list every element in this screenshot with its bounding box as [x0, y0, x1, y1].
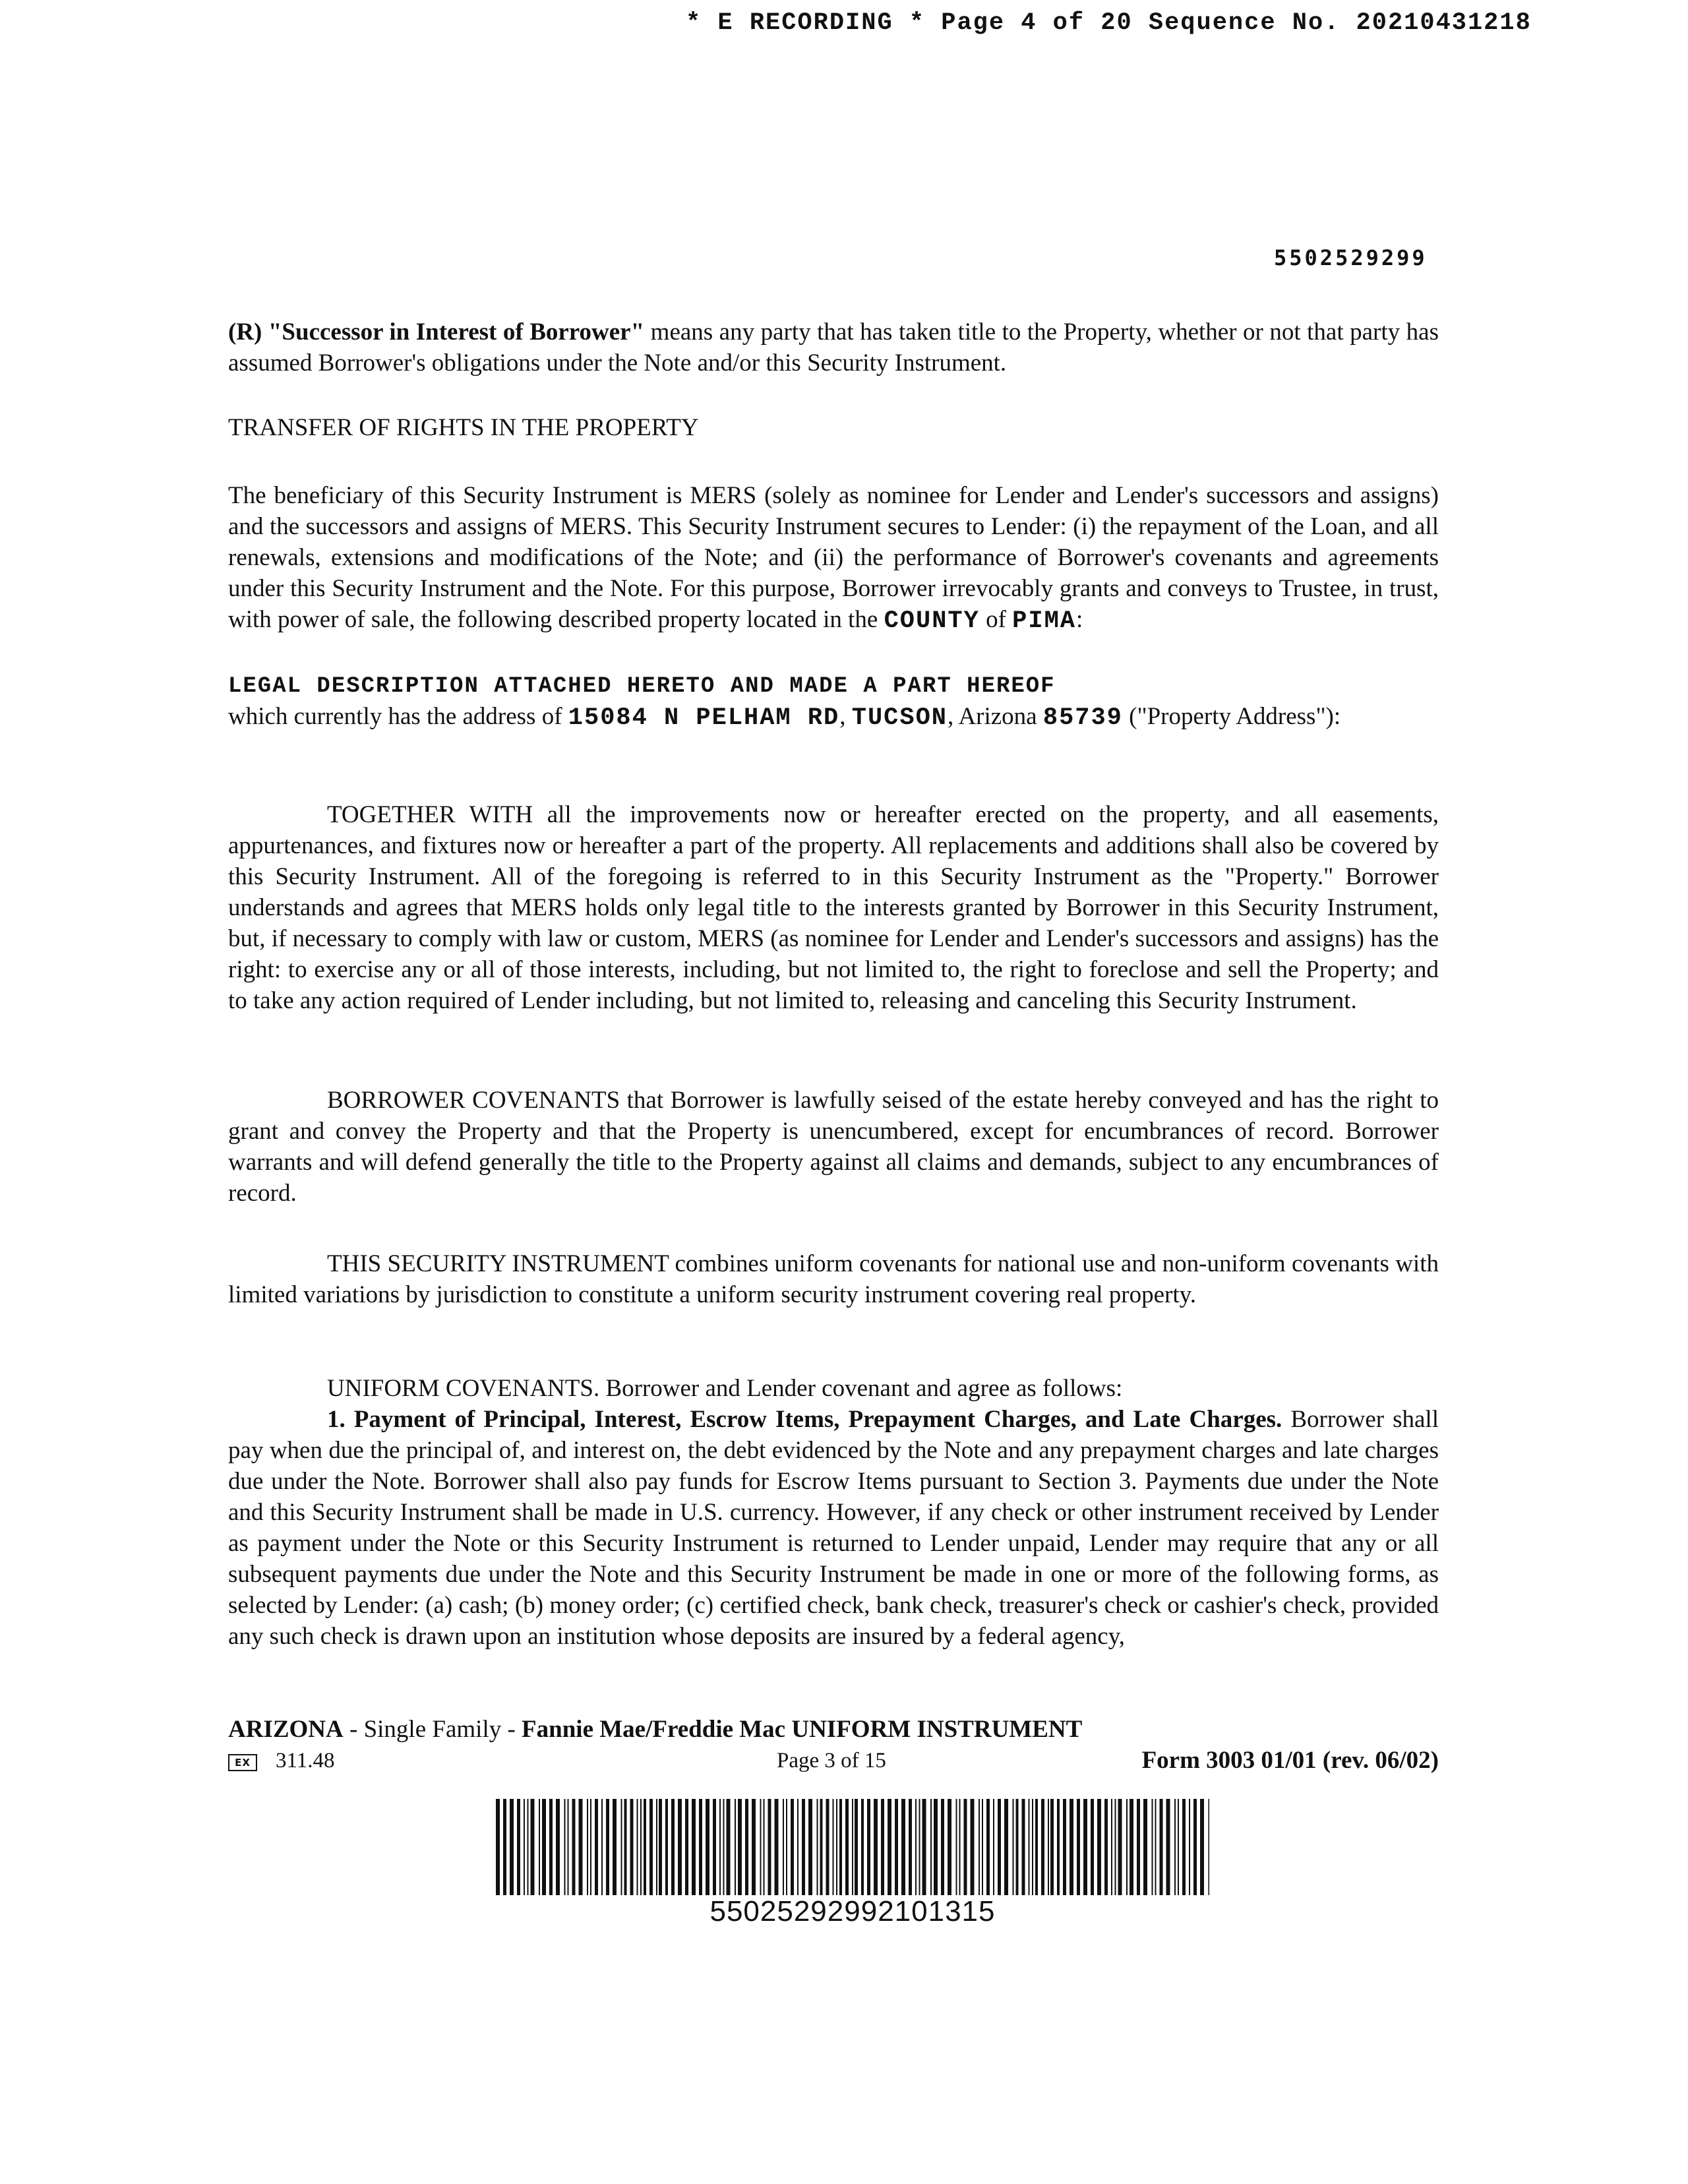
borrower-covenants-paragraph: BORROWER COVENANTS that Borrower is lawfully seised of the estate hereby conveyed and has the right to grant and convey the Property and that the Property is unencumbered, except for encumbrances of record. Borrower warrants and will defend generally the title to the Property against all claims and demands, subject to any encumbrances of record. — [228, 1087, 1439, 1207]
barcode-bar — [959, 1799, 961, 1895]
barcode-bar — [909, 1799, 912, 1895]
barcode-bar — [982, 1799, 983, 1895]
barcode-bar — [1200, 1799, 1204, 1895]
barcode-bar — [1118, 1799, 1122, 1895]
barcode-bar — [503, 1799, 506, 1895]
barcode-bar — [964, 1799, 967, 1895]
barcode-bar — [1152, 1799, 1153, 1895]
this-security-paragraph: THIS SECURITY INSTRUMENT combines uniform covenants for national use and non-uniform covenants with limited variations by jurisdiction to constitute a uniform security instrument covering real property. — [228, 1250, 1439, 1308]
barcode-bar — [572, 1799, 576, 1895]
barcode-bar — [745, 1799, 748, 1895]
barcode-bar — [802, 1799, 805, 1895]
barcode-bar — [595, 1799, 598, 1895]
section-1-text: Borrower shall pay when due the principal of, and interest on, the debt evidenced by the Note and any prepayment charges and late charges due under the Note. Borrower shall also pay funds for Escrow Items pursuant to Section 3. Payments due under the Note and this Security Instrument shall be made in U.S. currency. However, if any check or other instrument received by Lender as payment under the Note or this Security Instrument is returned to Lender unpaid, Lender may require that any or all subsequent payments due under the Note and this Security Instrument be made in one or more of the following forms, as selected by Lender: (a) cash; (b) money order; (c) certified check, bank check, treasurer's check or cashier's check, provided any such check is drawn upon an institution whose deposits are insured by a federal agency, — [228, 1406, 1439, 1650]
barcode-bar — [699, 1799, 702, 1895]
barcode-number: 55025292992101315 — [709, 1895, 996, 1927]
address-prefix: which currently has the address of — [228, 703, 568, 730]
barcode-bar — [895, 1799, 898, 1895]
legal-description: LEGAL DESCRIPTION ATTACHED HERETO AND MADE A PART HEREOF — [228, 674, 1056, 699]
footer-separator: - Single Family - — [343, 1716, 522, 1743]
footer-row — [228, 1749, 1439, 1782]
barcode-bar — [678, 1799, 682, 1895]
jurisdiction-type: COUNTY — [884, 607, 980, 635]
barcode-bar — [752, 1799, 756, 1895]
barcode-bar — [542, 1799, 546, 1895]
barcode-bar — [993, 1799, 994, 1895]
barcode-bar — [1189, 1799, 1190, 1895]
barcode-bar — [852, 1799, 853, 1895]
barcode-bar — [1048, 1799, 1049, 1895]
barcode-bar — [874, 1799, 878, 1895]
barcode-bar — [671, 1799, 675, 1895]
barcode-bar — [1032, 1799, 1033, 1895]
barcode-bar — [941, 1799, 944, 1895]
of-word: of — [979, 606, 1013, 633]
barcode-bar — [1083, 1799, 1087, 1895]
barcode-bar — [888, 1799, 891, 1895]
barcode-bar — [1115, 1799, 1116, 1895]
barcode-bar — [568, 1799, 569, 1895]
barcode-bar — [1029, 1799, 1030, 1895]
barcode-bar — [1041, 1799, 1044, 1895]
barcode-bar — [659, 1799, 662, 1895]
barcode-image — [496, 1799, 1209, 1895]
barcode-bar — [624, 1799, 627, 1895]
barcode-bar — [1035, 1799, 1038, 1895]
barcode-bar — [665, 1799, 668, 1895]
barcode-bar — [723, 1799, 725, 1895]
barcode-bar — [579, 1799, 583, 1895]
barcode-bar — [713, 1799, 716, 1895]
barcode-bar — [764, 1799, 765, 1895]
barcode-bar — [1160, 1799, 1163, 1895]
barcode-bar — [644, 1799, 646, 1895]
barcode-bar — [637, 1799, 638, 1895]
address-zip: 85739 — [1042, 704, 1123, 732]
section-r-text: means any party that has taken title to the Property, whether or not that party has assumed Borrower's obligations under the Note and/or this Security Instrument. — [228, 318, 1439, 377]
footer-state: ARIZONA — [228, 1716, 344, 1743]
barcode-bar — [922, 1799, 926, 1895]
beneficiary-paragraph — [228, 480, 1439, 637]
section-r-paragraph — [228, 317, 1439, 379]
barcode-bar — [531, 1799, 535, 1895]
barcode-bar — [948, 1799, 951, 1895]
barcode-bar — [1013, 1799, 1014, 1895]
recording-header: * E RECORDING * Page 4 of 20 Sequence No. 20210431218 — [686, 9, 1532, 37]
barcode-bar — [606, 1799, 609, 1895]
barcode-bar — [539, 1799, 540, 1895]
jurisdiction-name: PIMA — [1012, 607, 1076, 635]
barcode-bar — [1126, 1799, 1128, 1895]
barcode-bar — [524, 1799, 525, 1895]
barcode-bar — [1209, 1799, 1210, 1895]
address-city: TUCSON — [851, 704, 948, 732]
barcode-bar — [1091, 1799, 1094, 1895]
barcode-bar — [685, 1799, 688, 1895]
barcode-bar — [1004, 1799, 1008, 1895]
address-suffix: ("Property Address"): — [1122, 703, 1341, 730]
barcode-bar — [517, 1799, 520, 1895]
barcode-bar — [1155, 1799, 1157, 1895]
barcode-bar — [833, 1799, 834, 1895]
barcode-bar — [1193, 1799, 1197, 1895]
barcode-bar — [820, 1799, 823, 1895]
barcode-bar — [1063, 1799, 1066, 1895]
colon: : — [1075, 606, 1083, 633]
barcode-bar — [861, 1799, 864, 1895]
barcode-bar — [956, 1799, 957, 1895]
barcode-bar — [556, 1799, 560, 1895]
barcode-bar — [1016, 1799, 1019, 1895]
barcode-bar — [930, 1799, 932, 1895]
barcode-bar — [867, 1799, 870, 1895]
barcode-bar — [775, 1799, 779, 1895]
property-address-paragraph — [228, 701, 1439, 734]
barcode-bar — [839, 1799, 842, 1895]
section-r-label: (R) "Successor in Interest of Borrower" — [228, 318, 645, 346]
page-count: Page 3 of 15 — [777, 1749, 886, 1773]
ex-logo-icon: EX — [228, 1754, 257, 1771]
barcode-bar — [1070, 1799, 1073, 1895]
form-number: Form 3003 01/01 (rev. 06/02) — [1141, 1747, 1439, 1774]
barcode-bar — [621, 1799, 622, 1895]
barcode-bar — [786, 1799, 787, 1895]
barcode-bar — [738, 1799, 742, 1895]
barcode-bar — [826, 1799, 829, 1895]
barcode-bar — [601, 1799, 603, 1895]
barcode-bar — [986, 1799, 990, 1895]
loan-number: 5502529299 — [1274, 245, 1428, 270]
barcode-bar — [1097, 1799, 1101, 1895]
barcode-bar — [735, 1799, 736, 1895]
beneficiary-text: The beneficiary of this Security Instrument is MERS (solely as nominee for Lender and Lender's successors and assigns) and the successors and assigns of MERS. This Security Instrument secures to Lender: (i) the repayment of the Loan, and all renewals, extensions and modifications of the Note; and (ii) the performance of Borrower's covenants and agreements under this Security Instrument and the Note. For this purpose, Borrower irrevocably grants and conveys to Trustee, in trust, with power of sale, the following described property located in the — [228, 482, 1439, 633]
barcode-bar — [783, 1799, 784, 1895]
barcode-bar — [528, 1799, 529, 1895]
transfer-heading: TRANSFER OF RIGHTS IN THE PROPERTY — [228, 414, 699, 441]
barcode-bar — [1143, 1799, 1147, 1895]
barcode-bar — [768, 1799, 771, 1895]
barcode-bar — [1137, 1799, 1140, 1895]
barcode-bar — [919, 1799, 920, 1895]
barcode-bar — [901, 1799, 905, 1895]
uniform-covenants-line: UNIFORM COVENANTS. Borrower and Lender covenant and agree as follows: — [327, 1375, 1123, 1402]
barcode-bar — [1182, 1799, 1186, 1895]
barcode-bar — [587, 1799, 588, 1895]
barcode-bar — [998, 1799, 1001, 1895]
barcode-bar — [727, 1799, 731, 1895]
barcode-bar — [1166, 1799, 1170, 1895]
barcode-bar — [934, 1799, 938, 1895]
barcode-bar — [640, 1799, 642, 1895]
barcode-bar — [692, 1799, 696, 1895]
address-state: , Arizona — [947, 703, 1043, 730]
section-1-paragraph — [228, 1404, 1439, 1652]
barcode-bar — [845, 1799, 849, 1895]
barcode-bar — [510, 1799, 514, 1895]
section-1-heading: 1. Payment of Principal, Interest, Escrow Items, Prepayment Charges, and Late Charges. — [327, 1406, 1282, 1433]
barcode-bar — [979, 1799, 980, 1895]
barcode-bar — [760, 1799, 762, 1895]
barcode-bar — [706, 1799, 709, 1895]
barcode-bar — [630, 1799, 634, 1895]
barcode-bar — [1174, 1799, 1176, 1895]
barcode-bar — [791, 1799, 794, 1895]
barcode-bar — [1050, 1799, 1054, 1895]
footer-title — [228, 1715, 1082, 1744]
barcode-bar — [971, 1799, 975, 1895]
barcode-bar — [564, 1799, 566, 1895]
barcode-bar — [649, 1799, 653, 1895]
footer-instrument: Fannie Mae/Freddie Mac UNIFORM INSTRUMENT — [522, 1716, 1083, 1743]
barcode-bar — [1111, 1799, 1112, 1895]
barcode-bar — [836, 1799, 837, 1895]
barcode-bar — [719, 1799, 721, 1895]
barcode-bar — [613, 1799, 617, 1895]
barcode-bar — [1104, 1799, 1108, 1895]
barcode-bar — [656, 1799, 657, 1895]
address-street: 15084 N PELHAM RD — [568, 704, 840, 732]
barcode-bar — [855, 1799, 858, 1895]
address-comma: , — [839, 703, 852, 730]
barcode-bar — [549, 1799, 553, 1895]
barcode-bar — [797, 1799, 799, 1895]
barcode-bar — [1022, 1799, 1025, 1895]
together-with-paragraph: TOGETHER WITH all the improvements now or hereafter erected on the property, and all easements, appurtenances, and fixtures now or hereafter a part of the property. All replacements and additions shall also be covered by this Security Instrument. All of the foregoing is referred to in this Security Instrument as the "Property." Borrower understands and agrees that MERS holds only legal title to the interests granted by Borrower in this Security Instrument, but, if necessary to comply with law or custom, MERS (as nominee for Lender and Lender's successors and assigns) has the right: to exercise any or all of those interests, including, but not limited to, the right to foreclose and sell the Property; and to take any action required of Lender including, but not limited to, releasing and canceling this Security Instrument. — [228, 801, 1439, 1014]
barcode-bar — [1130, 1799, 1133, 1895]
barcode-bar — [1057, 1799, 1060, 1895]
barcode-bar — [915, 1799, 917, 1895]
barcode-bar — [1077, 1799, 1080, 1895]
barcode-bar — [496, 1799, 500, 1895]
barcode-bar — [590, 1799, 591, 1895]
barcode-bar — [808, 1799, 812, 1895]
barcode-bar — [1178, 1799, 1179, 1895]
form-code: 311.48 — [276, 1749, 335, 1773]
barcode-bar — [817, 1799, 818, 1895]
barcode-bar — [881, 1799, 884, 1895]
